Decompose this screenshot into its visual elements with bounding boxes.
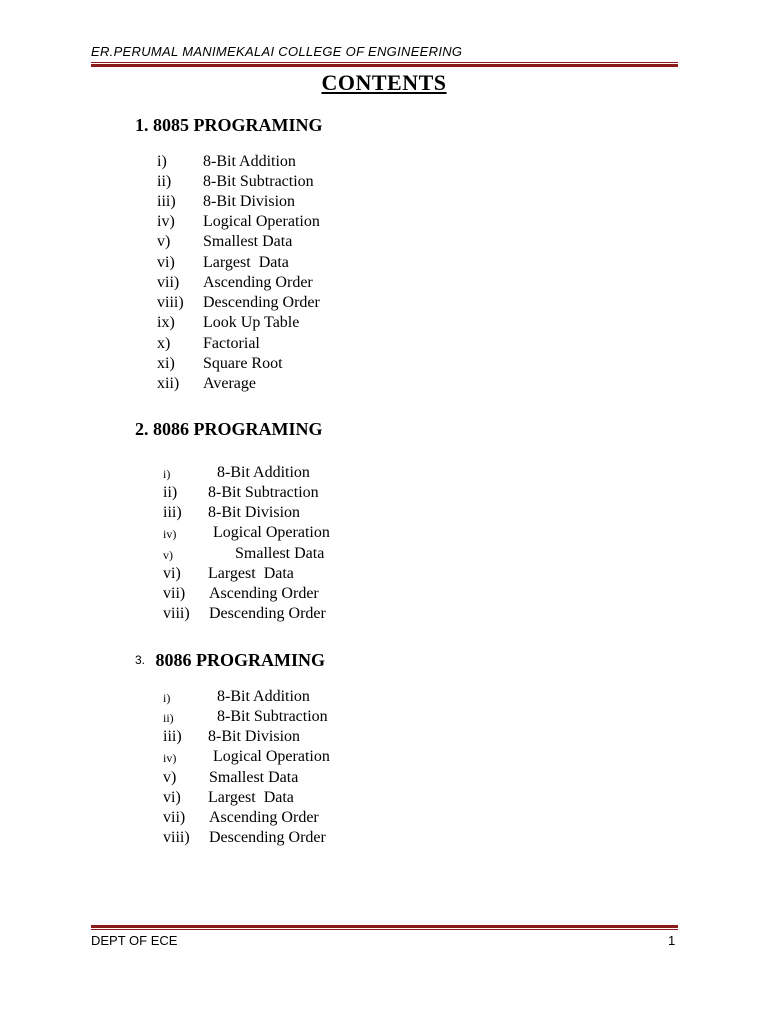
list-item-label: 8-Bit Subtraction bbox=[208, 484, 319, 501]
list-item-numeral: vi) bbox=[163, 565, 181, 582]
list-item-label: Factorial bbox=[203, 335, 260, 352]
list-item-label: Largest Data bbox=[203, 254, 289, 271]
section-number: 3. bbox=[135, 653, 146, 667]
list-item-label: Look Up Table bbox=[203, 314, 300, 331]
list-item-label: Ascending Order bbox=[209, 809, 319, 826]
list-item-numeral: iii) bbox=[163, 504, 182, 521]
list-item-numeral: vii) bbox=[163, 585, 186, 602]
list-item-label: Descending Order bbox=[209, 605, 326, 622]
footer-rule-thin bbox=[91, 929, 678, 930]
footer-department: DEPT OF ECE bbox=[91, 933, 178, 948]
list-item-numeral: vii) bbox=[163, 809, 186, 826]
section-title: 8085 PROGRAMING bbox=[153, 115, 323, 135]
list-item-label: 8-Bit Subtraction bbox=[217, 708, 328, 725]
list-item-numeral: iii) bbox=[163, 728, 182, 745]
list-item-numeral: xii) bbox=[157, 375, 180, 392]
list-item-numeral: viii) bbox=[157, 294, 184, 311]
list-item-numeral: x) bbox=[157, 335, 171, 352]
list-item-numeral: iv) bbox=[163, 527, 177, 541]
list-item-numeral: iii) bbox=[157, 193, 176, 210]
section-title: 8086 PROGRAMING bbox=[153, 419, 323, 439]
list-item-label: 8-Bit Division bbox=[208, 728, 301, 745]
list-item-numeral: ix) bbox=[157, 314, 175, 331]
list-item-label: 8-Bit Addition bbox=[217, 464, 310, 481]
list-item-numeral: viii) bbox=[163, 605, 190, 622]
list-item-label: Smallest Data bbox=[209, 769, 299, 786]
footer-rule-thick bbox=[91, 925, 678, 928]
list-item-numeral: iv) bbox=[157, 213, 175, 230]
list-item-numeral: ii) bbox=[163, 484, 178, 501]
list-item-numeral: v) bbox=[163, 548, 173, 562]
list-item-numeral: viii) bbox=[163, 829, 190, 846]
list-item-numeral: v) bbox=[157, 233, 171, 250]
list-item-numeral: vi) bbox=[157, 254, 175, 271]
list-item-label: Logical Operation bbox=[213, 748, 330, 765]
list-item-label: 8-Bit Division bbox=[208, 504, 301, 521]
header-rule-thin bbox=[91, 62, 678, 63]
list-item-label: Smallest Data bbox=[203, 233, 293, 250]
list-item-numeral: vii) bbox=[157, 274, 180, 291]
list-item-label: 8-Bit Division bbox=[203, 193, 296, 210]
list-item-label: 8-Bit Subtraction bbox=[203, 173, 314, 190]
list-item-label: Average bbox=[203, 375, 256, 392]
list-item-numeral: xi) bbox=[157, 355, 175, 372]
list-item-label: 8-Bit Addition bbox=[203, 153, 296, 170]
list-item-numeral: i) bbox=[157, 153, 167, 170]
list-item-label: Square Root bbox=[203, 355, 283, 372]
list-item-numeral: ii) bbox=[163, 711, 174, 725]
header-rule-thick bbox=[91, 64, 678, 67]
list-item-label: Logical Operation bbox=[213, 524, 330, 541]
section-1-heading bbox=[135, 115, 323, 136]
page-number: 1 bbox=[668, 933, 676, 948]
list-item-label: Largest Data bbox=[208, 565, 294, 582]
list-item-label: Descending Order bbox=[203, 294, 320, 311]
list-item-numeral: iv) bbox=[163, 751, 177, 765]
list-item-label: Descending Order bbox=[209, 829, 326, 846]
header-college-name: ER.PERUMAL MANIMEKALAI COLLEGE OF ENGINEERING bbox=[91, 44, 463, 59]
list-item-label: Logical Operation bbox=[203, 213, 320, 230]
list-item-numeral: vi) bbox=[163, 789, 181, 806]
list-item-numeral: i) bbox=[163, 691, 171, 705]
list-item-numeral: v) bbox=[163, 769, 177, 786]
section-number: 2. bbox=[135, 419, 149, 439]
section-number: 1. bbox=[135, 115, 149, 135]
list-item-numeral: i) bbox=[163, 467, 171, 481]
list-item-label: Largest Data bbox=[208, 789, 294, 806]
section-title: 8086 PROGRAMING bbox=[155, 650, 326, 670]
section-2-heading bbox=[135, 419, 323, 440]
list-item-label: Ascending Order bbox=[209, 585, 319, 602]
section-3-heading bbox=[135, 650, 325, 671]
page-title: CONTENTS bbox=[321, 70, 447, 95]
list-item-label: Ascending Order bbox=[203, 274, 313, 291]
list-item-numeral: ii) bbox=[157, 173, 172, 190]
list-item-label: 8-Bit Addition bbox=[217, 688, 310, 705]
list-item-label: Smallest Data bbox=[235, 545, 325, 562]
